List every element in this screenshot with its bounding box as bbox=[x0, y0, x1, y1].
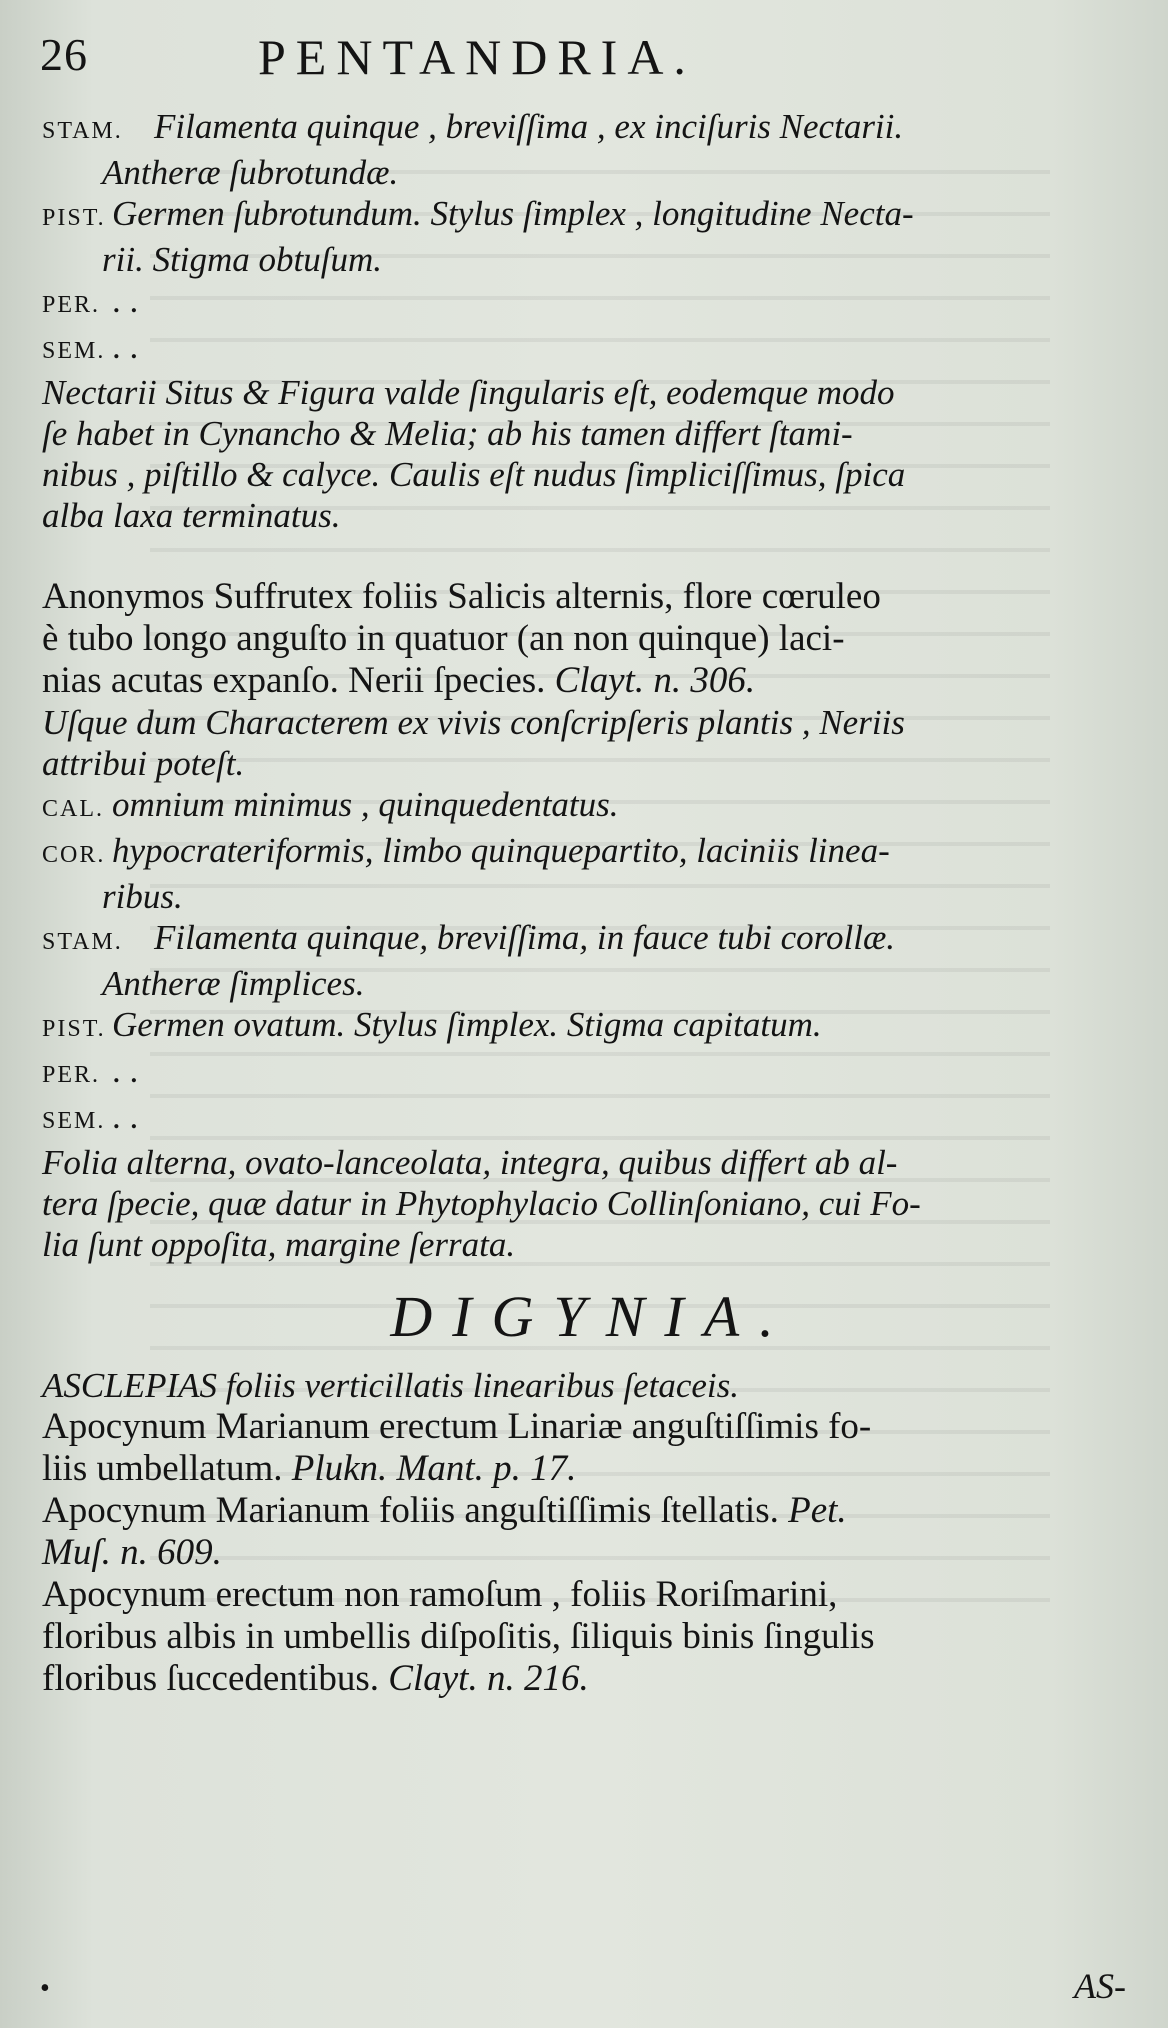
synonym-line bbox=[42, 1490, 1142, 1532]
note-line: nibus , piſtillo & calyce. Caulis eſt nudus ſimpliciſſimus, ſpica bbox=[42, 455, 906, 494]
synonym-text: Apocynum Marianum foliis anguſtiſſimis ſtellatis. bbox=[42, 1490, 789, 1531]
label-per: PER. bbox=[42, 1062, 101, 1088]
stam-line bbox=[42, 917, 1142, 963]
sem-line bbox=[42, 326, 1142, 372]
label-stam: STAM. bbox=[42, 929, 123, 955]
synonym-line: Apocynum erectum non ramoſum , foliis Roriſmarini, bbox=[42, 1574, 838, 1615]
synonym-text: liis umbellatum. bbox=[42, 1448, 292, 1489]
synonym-line: Apocynum Marianum erectum Linariæ anguſtiſſimis fo- bbox=[42, 1406, 872, 1447]
per-line bbox=[42, 280, 1142, 326]
description-line bbox=[42, 660, 1142, 702]
per-text: . . bbox=[112, 281, 139, 320]
label-stam: STAM. bbox=[42, 118, 123, 144]
cor-line bbox=[42, 830, 1142, 876]
spacer bbox=[42, 536, 1142, 576]
description-line: è tubo longo anguſto in quatuor (an non quinque) laci- bbox=[42, 618, 845, 659]
description-text: nias acutas expanſo. Nerii ſpecies. bbox=[42, 660, 555, 701]
synonym-line bbox=[42, 1448, 1142, 1490]
stam-cont: Antheræ ſubrotundæ. bbox=[102, 153, 399, 192]
label-pist: PIST. bbox=[42, 205, 106, 231]
reference: Clayt. n. 306. bbox=[554, 660, 756, 701]
page-footer bbox=[40, 1965, 1140, 2015]
synonym-line bbox=[42, 1658, 1142, 1700]
pist-cont: rii. Stigma obtuſum. bbox=[102, 240, 383, 279]
label-cal: CAL. bbox=[42, 796, 104, 822]
sem-text: . . bbox=[112, 1097, 139, 1136]
section-title: DIGYNIA. bbox=[390, 1284, 794, 1349]
note-line: attribui poteſt. bbox=[42, 744, 245, 783]
page-body bbox=[42, 106, 1142, 1700]
species-line: ASCLEPIAS foliis verticillatis linearibus ſetaceis. bbox=[42, 1366, 740, 1405]
label-sem: SEM. bbox=[42, 1108, 106, 1134]
synonym-line: floribus albis in umbellis diſpoſitis, ſiliquis binis ſingulis bbox=[42, 1616, 875, 1657]
synonym-text: floribus ſuccedentibus. bbox=[42, 1658, 389, 1699]
reference: Pet. bbox=[788, 1490, 847, 1531]
cal-text: omnium minimus , quinquedentatus. bbox=[112, 785, 619, 824]
stam-text: Filamenta quinque, breviſſima, in fauce tubi corollæ. bbox=[154, 918, 896, 957]
stam-line bbox=[42, 106, 1142, 152]
note-line: Folia alterna, ovato-lanceolata, integra, quibus differt ab al- bbox=[42, 1143, 898, 1182]
description-line: Anonymos Suffrutex foliis Salicis alternis, flore cœruleo bbox=[42, 576, 881, 617]
label-sem: SEM. bbox=[42, 338, 106, 364]
pist-line bbox=[42, 193, 1142, 239]
cal-line bbox=[42, 784, 1142, 830]
pist-text: Germen ſubrotundum. Stylus ſimplex , longitudine Necta- bbox=[112, 194, 914, 233]
running-header bbox=[40, 18, 1140, 88]
label-per: PER. bbox=[42, 292, 101, 318]
pist-text: Germen ovatum. Stylus ſimplex. Stigma capitatum. bbox=[112, 1005, 822, 1044]
reference: Plukn. Mant. p. 17. bbox=[291, 1448, 577, 1489]
label-pist: PIST. bbox=[42, 1016, 106, 1042]
label-cor: COR. bbox=[42, 842, 106, 868]
note-line: tera ſpecie, quæ datur in Phytophylacio Collinſoniano, cui Fo- bbox=[42, 1184, 921, 1223]
running-title: PENTANDRIA. bbox=[258, 29, 696, 85]
note-line: alba laxa terminatus. bbox=[42, 496, 341, 535]
signature-mark: • bbox=[40, 1973, 50, 2004]
note-line: Uſque dum Characterem ex vivis conſcripſeris plantis , Neriis bbox=[42, 703, 905, 742]
note-line: lia ſunt oppoſita, margine ſerrata. bbox=[42, 1225, 516, 1264]
cor-cont: ribus. bbox=[102, 877, 183, 916]
stam-text: Filamenta quinque , breviſſima , ex inciſuris Nectarii. bbox=[154, 107, 904, 146]
stam-cont: Antheræ ſimplices. bbox=[102, 964, 365, 1003]
sem-text: . . bbox=[112, 327, 139, 366]
pist-line bbox=[42, 1004, 1142, 1050]
page-number: 26 bbox=[40, 29, 88, 80]
reference: Clayt. n. 216. bbox=[388, 1658, 589, 1699]
catchword: AS- bbox=[1074, 1966, 1126, 2006]
note-line: Nectarii Situs & Figura valde ſingularis eſt, eodemque modo bbox=[42, 373, 895, 412]
note-line: ſe habet in Cynancho & Melia; ab his tamen differt ſtami- bbox=[42, 414, 853, 453]
sem-line bbox=[42, 1096, 1142, 1142]
synonym-line: Muſ. n. 609. bbox=[42, 1532, 222, 1573]
per-text: . . bbox=[112, 1051, 139, 1090]
cor-text: hypocrateriformis, limbo quinquepartito, laciniis linea- bbox=[112, 831, 890, 870]
per-line bbox=[42, 1050, 1142, 1096]
